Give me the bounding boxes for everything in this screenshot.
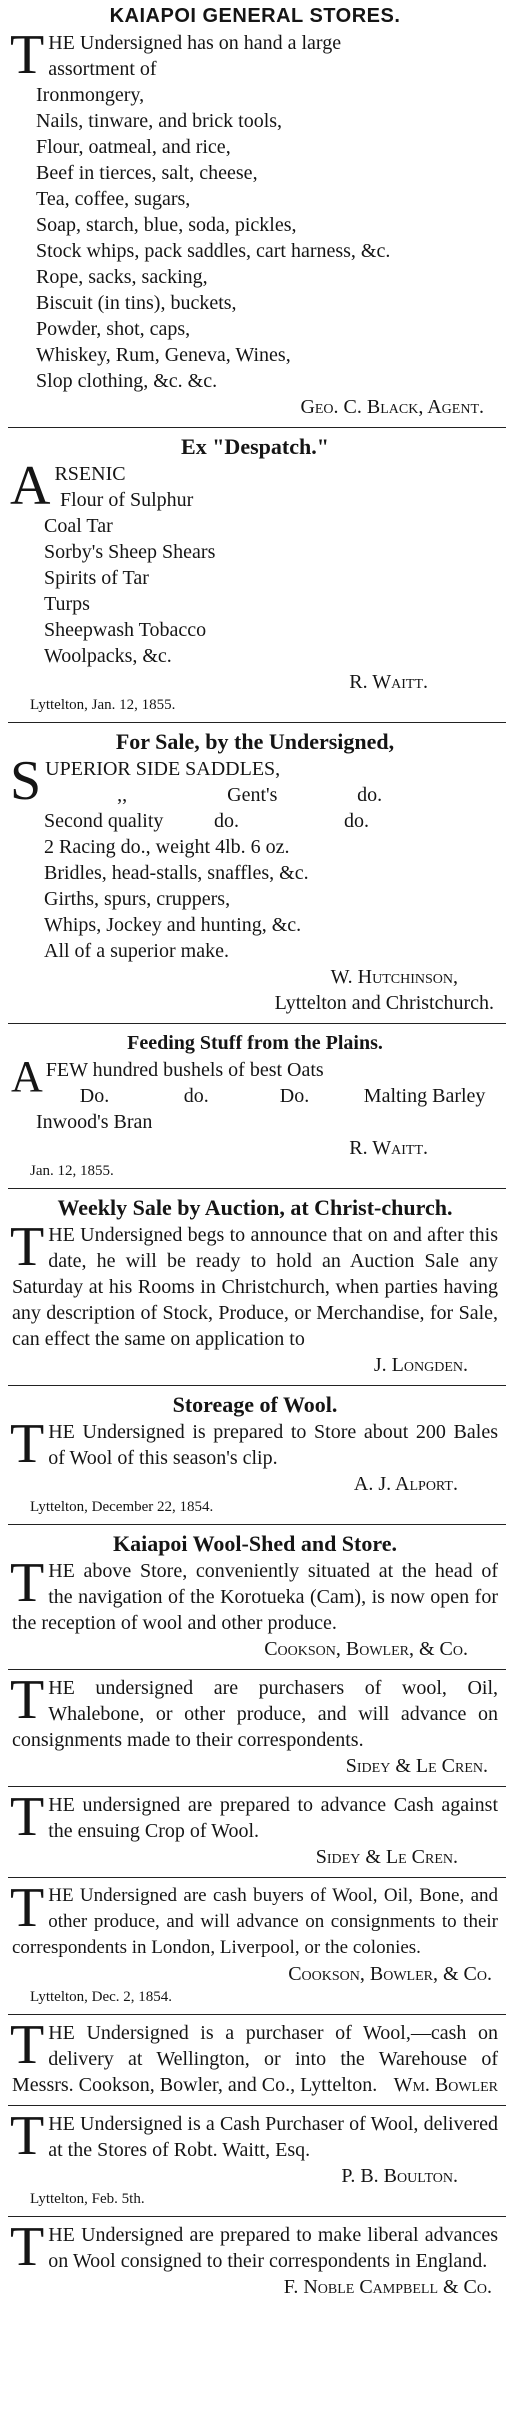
ad-date: Lyttelton, December 22, 1854.	[30, 1499, 214, 1515]
drop-cap: A	[10, 455, 51, 517]
ad-line: assortment of	[48, 58, 157, 80]
ad-title: For Sale, by the Undersigned,	[115, 729, 395, 754]
ad-signature: Sidey & Le Cren.	[315, 1846, 458, 1868]
ad-line: Flour of Sulphur	[60, 489, 194, 511]
ad-signature: R. Waitt.	[349, 1137, 428, 1159]
ad-line: Woolpacks, &c.	[44, 645, 172, 667]
ad-title: KAIAPOI GENERAL STORES.	[109, 5, 401, 27]
ad-weekly-sale	[0, 1192, 514, 1382]
ad-line: Biscuit (in tins), buckets,	[36, 292, 237, 314]
ad-line: Bridles, head-stalls, snaffles, &c.	[44, 862, 309, 884]
drop-cap: T	[10, 1786, 45, 1848]
ad-body	[10, 2014, 498, 2098]
ad-cell: Second quality	[44, 810, 164, 832]
divider	[8, 1385, 506, 1386]
divider	[8, 1877, 506, 1878]
ad-liberal-advances	[0, 2216, 514, 2304]
ad-text: HE above Store, conveniently situated at the head of the navigation of the Korotueka (Cam), is now open for the reception of wool and other produce.	[12, 1560, 498, 1634]
divider	[8, 2105, 506, 2106]
ad-line: Spirits of Tar	[44, 567, 149, 589]
divider	[8, 1188, 506, 1189]
drop-cap: T	[10, 24, 45, 86]
ad-line	[46, 1083, 498, 1109]
drop-cap: A	[11, 1052, 43, 1101]
ad-advance-cash	[0, 1786, 514, 1874]
ad-text: HE undersigned are prepared to advance Cash against the ensuing Crop of Wool.	[48, 1794, 498, 1842]
ad-line: Flour, oatmeal, and rice,	[36, 136, 231, 158]
ad-cell: do.	[344, 810, 369, 832]
ad-title: Ex "Despatch."	[181, 434, 329, 459]
ad-body	[10, 2216, 498, 2278]
ad-body	[10, 455, 498, 669]
ad-cash-purchaser	[0, 2105, 514, 2213]
ad-text: HE undersigned are purchasers of wool, Oil, Whalebone, or other produce, and will advance on consignments made to their correspondents.	[12, 1677, 498, 1751]
ad-signature: P. B. Boulton.	[341, 2165, 458, 2187]
ad-line: Rope, sacks, sacking,	[36, 266, 208, 288]
ad-line	[12, 808, 498, 834]
ad-line: Ironmongery,	[36, 84, 145, 106]
ad-date: Lyttelton, Jan. 12, 1855.	[30, 697, 176, 713]
ad-first-line: FEW hundred bushels of best Oats	[45, 1059, 324, 1081]
ad-cell: do.	[214, 810, 239, 832]
ad-line: Soap, starch, blue, soda, pickles,	[36, 214, 297, 236]
ad-signature: J. Longden.	[373, 1354, 468, 1376]
divider	[8, 1786, 506, 1787]
ad-text: HE Undersigned are prepared to make liberal advances on Wool consigned to their correspondents in England.	[48, 2224, 498, 2272]
ad-body	[10, 2105, 498, 2167]
drop-cap: T	[10, 1413, 45, 1475]
ad-line: All of a superior make.	[44, 940, 229, 962]
drop-cap: T	[10, 1877, 45, 1939]
ad-text: HE Undersigned is prepared to Store about 200 Bales of Wool of this season's clip.	[48, 1421, 498, 1469]
ad-signature: Geo. C. Black, Agent.	[300, 396, 484, 418]
ad-cell: Do.	[279, 1085, 310, 1107]
ad-first-line: HE Undersigned has on hand a large	[48, 32, 342, 54]
ad-title: Kaiapoi Wool-Shed and Store.	[112, 1531, 398, 1556]
ad-cash-buyers	[0, 1877, 514, 2011]
ad-body	[10, 1786, 498, 1848]
ad-cell: Gent's	[227, 784, 278, 806]
drop-cap: T	[10, 2216, 45, 2278]
ad-title: Feeding Stuff from the Plains.	[127, 1032, 383, 1054]
ad-body	[10, 1413, 498, 1475]
divider	[8, 1023, 506, 1024]
ad-first-line: RSENIC	[54, 463, 126, 485]
ad-cell: do.	[183, 1085, 209, 1107]
drop-cap: S	[10, 750, 42, 812]
ad-kaiapoi-wool-shed	[0, 1528, 514, 1666]
ad-body	[10, 1552, 498, 1636]
ad-line	[45, 782, 498, 808]
ad-purchaser-wellington	[0, 2014, 514, 2102]
ad-title: Storeage of Wool.	[172, 1392, 338, 1417]
ad-line: Sheepwash Tobacco	[44, 619, 207, 641]
ad-date: Lyttelton, Feb. 5th.	[30, 2191, 145, 2207]
ad-line: Inwood's Bran	[36, 1111, 153, 1133]
ad-line: Powder, shot, caps,	[36, 318, 191, 340]
drop-cap: T	[10, 2105, 45, 2167]
ad-signature: A. J. Alport.	[353, 1473, 458, 1495]
ad-line: Slop clothing, &c. &c.	[36, 370, 218, 392]
ad-signature: F. Noble Campbell & Co.	[283, 2276, 492, 2298]
ad-text: HE Undersigned is a Cash Purchaser of Wool, delivered at the Stores of Robt. Waitt, Esq.	[48, 2113, 498, 2161]
ad-line: Whiskey, Rum, Geneva, Wines,	[36, 344, 291, 366]
drop-cap: T	[10, 1669, 45, 1731]
drop-cap: T	[10, 2014, 45, 2076]
ad-line: Girths, spurs, cruppers,	[44, 888, 231, 910]
divider	[8, 427, 506, 428]
ad-line: Beef in tierces, salt, cheese,	[36, 162, 258, 184]
drop-cap: T	[10, 1552, 45, 1614]
ad-line: Nails, tinware, and brick tools,	[36, 110, 283, 132]
ad-feeding-stuff	[0, 1027, 514, 1185]
ad-cell: do.	[357, 784, 383, 806]
ad-signature: W. Hutchinson,	[330, 966, 458, 988]
divider	[8, 1524, 506, 1525]
ad-body	[10, 1669, 498, 1753]
ad-signature: R. Waitt.	[349, 671, 428, 693]
divider	[8, 722, 506, 723]
ad-first-line: UPERIOR SIDE SADDLES,	[45, 758, 281, 780]
ad-line: Whips, Jockey and hunting, &c.	[44, 914, 302, 936]
ad-signature: Sidey & Le Cren.	[345, 1755, 488, 1777]
ad-line: Coal Tar	[44, 515, 113, 537]
ad-text: HE Undersigned is a purchaser of Wool,—cash on delivery at Wellington, or into the Warehouse of Messrs. Cookson, Bowler, and Co., Lyttelton.	[12, 2022, 498, 2096]
ditto-mark: ,,	[117, 784, 128, 806]
ad-text: HE Undersigned begs to announce that on and after this date, he will be ready to hold an Auction Sale any Saturday at his Rooms in Christchurch, when parties having any description of Stock, Produce, or Merchandise, for Sale, can effect the same on application to	[12, 1224, 498, 1350]
drop-cap: T	[10, 1216, 45, 1278]
ad-signature: Cookson, Bowler, & Co.	[288, 1963, 492, 1985]
ad-kaiapoi-general-stores	[0, 0, 514, 424]
ad-body	[10, 750, 498, 964]
ad-line: Stock whips, pack saddles, cart harness, &c.	[36, 240, 391, 262]
ad-storeage-of-wool	[0, 1389, 514, 1521]
ad-date: Jan. 12, 1855.	[30, 1163, 114, 1179]
ad-purchasers-of-wool	[0, 1669, 514, 1783]
ad-signature: Cookson, Bowler, & Co.	[264, 1638, 468, 1660]
divider	[8, 2216, 506, 2217]
divider	[8, 2014, 506, 2015]
ad-line: Tea, coffee, sugars,	[36, 188, 191, 210]
ad-body	[10, 1216, 498, 1352]
ad-cell: Malting Barley	[363, 1085, 486, 1107]
ad-text: HE Undersigned are cash buyers of Wool, Oil, Bone, and other produce, and will advance on consignments to their correspondents in London, Liverpool, or the colonies.	[12, 1885, 498, 1958]
ad-body	[11, 1052, 498, 1135]
divider	[8, 1669, 506, 1670]
ad-cell: Do.	[79, 1085, 110, 1107]
ad-side-saddles	[0, 726, 514, 1020]
ad-body	[10, 1877, 498, 1961]
ad-signature: Wm. Bowler	[393, 2074, 498, 2096]
ad-title: Weekly Sale by Auction, at Christ-church.	[57, 1195, 453, 1220]
ad-despatch	[0, 431, 514, 719]
ad-line: Turps	[44, 593, 90, 615]
ad-line: Sorby's Sheep Shears	[44, 541, 216, 563]
ad-line: 2 Racing do., weight 4lb. 6 oz.	[44, 836, 290, 858]
ad-signature-place: Lyttelton and Christchurch.	[274, 992, 494, 1014]
ad-date: Lyttelton, Dec. 2, 1854.	[30, 1989, 173, 2005]
ad-body	[10, 24, 498, 394]
